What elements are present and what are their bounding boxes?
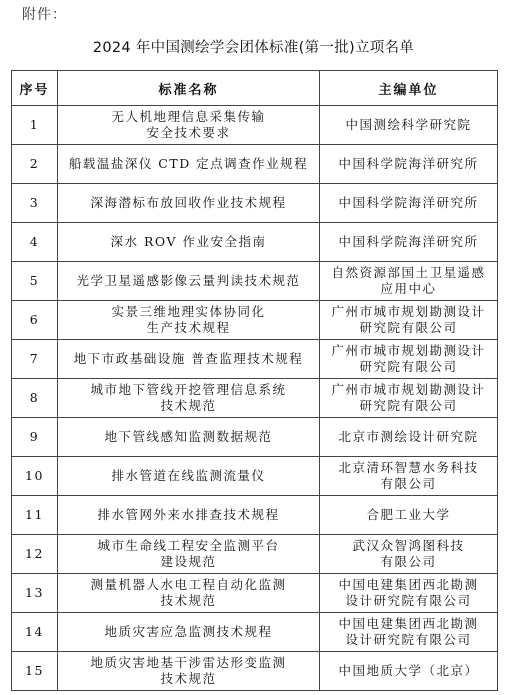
standard-name-cell [58,496,320,535]
standard-name-cell [58,379,320,418]
row-number: 2 [12,145,58,184]
standard-name-line: 无人机地理信息采集传输 [111,109,266,124]
standard-name-cell [58,145,320,184]
row-number: 4 [12,223,58,262]
standard-name-line: 地下管线感知监测数据规范 [104,429,273,444]
standard-name-line: 船载温盐深仪 CTD 定点调查作业规程 [68,156,309,171]
lead-unit-cell [320,106,498,145]
standard-name-cell [58,301,320,340]
lead-unit-line: 广州市城市规划勘测设计 [331,304,486,319]
lead-unit-line: 中国科学院海洋研究所 [338,195,479,210]
lead-unit-cell [320,613,498,652]
standard-name-cell [58,340,320,379]
standard-name-line: 光学卫星遥感影像云量判读技术规范 [76,273,301,288]
table-row [12,574,498,613]
lead-unit-cell [320,340,498,379]
row-number: 15 [12,652,58,691]
table-row [12,652,498,691]
standard-name-cell [58,184,320,223]
standard-name-cell [58,223,320,262]
table-row [12,457,498,496]
lead-unit-cell [320,223,498,262]
standard-name-line: 测量机器人水电工程自动化监测 [90,577,287,592]
lead-unit-line: 广州市城市规划勘测设计 [331,382,486,397]
row-number: 9 [12,418,58,457]
table-body [12,106,498,691]
lead-unit-cell [320,574,498,613]
standard-name-cell [58,574,320,613]
standard-name-line: 深海潜标布放回收作业技术规程 [90,195,287,210]
lead-unit-cell [320,652,498,691]
lead-unit-line: 中国测绘科学研究院 [345,117,472,132]
row-number: 1 [12,106,58,145]
lead-unit-line: 合肥工业大学 [366,507,451,522]
standard-name-cell [58,652,320,691]
lead-unit-line: 中国科学院海洋研究所 [338,156,479,171]
table-row [12,535,498,574]
table-row [12,223,498,262]
row-number: 3 [12,184,58,223]
table-row [12,340,498,379]
table-row [12,184,498,223]
header-standard-name: 标准名称 [58,71,320,106]
standard-name-cell [58,457,320,496]
standard-name-cell [58,418,320,457]
standard-name-line: 生产技术规程 [146,320,231,335]
standard-name-line: 实景三维地理实体协同化 [111,304,266,319]
lead-unit-line: 中国电建集团西北勘测 [338,616,479,631]
lead-unit-cell [320,145,498,184]
standard-name-line: 技术规范 [160,671,217,686]
standard-name-line: 排水管道在线监测流量仪 [111,468,266,483]
header-number: 序号 [12,71,58,106]
standard-name-line: 安全技术要求 [146,125,231,140]
lead-unit-cell [320,457,498,496]
row-number: 7 [12,340,58,379]
row-number: 13 [12,574,58,613]
standard-name-line: 技术规范 [160,398,217,413]
standard-name-cell [58,106,320,145]
lead-unit-line: 中国科学院海洋研究所 [338,234,479,249]
row-number: 12 [12,535,58,574]
header-row [12,71,498,106]
row-number: 14 [12,613,58,652]
table-row [12,613,498,652]
standards-table [11,70,498,691]
lead-unit-line: 研究院有限公司 [359,398,458,413]
lead-unit-cell [320,535,498,574]
table-row [12,418,498,457]
lead-unit-line: 北京市测绘设计研究院 [338,429,479,444]
lead-unit-line: 广州市城市规划勘测设计 [331,343,486,358]
lead-unit-line: 有限公司 [380,554,437,569]
standard-name-line: 地质灾害地基干涉雷达形变监测 [90,655,287,670]
standard-name-line: 建设规范 [160,554,217,569]
row-number: 5 [12,262,58,301]
standard-name-cell [58,613,320,652]
lead-unit-line: 设计研究院有限公司 [345,632,472,647]
lead-unit-cell [320,262,498,301]
lead-unit-line: 自然资源部国土卫星遥感 [331,265,486,280]
lead-unit-line: 中国地质大学（北京） [338,663,479,678]
lead-unit-line: 武汉众智鸿图科技 [352,538,465,553]
standard-name-line: 深水 ROV 作业安全指南 [110,234,267,249]
table-row [12,145,498,184]
lead-unit-line: 研究院有限公司 [359,320,458,335]
lead-unit-line: 有限公司 [380,476,437,491]
table-row [12,262,498,301]
lead-unit-cell [320,379,498,418]
standard-name-line: 城市生命线工程安全监测平台 [97,538,280,553]
standard-name-line: 地下市政基础设施 普查监理技术规程 [73,351,304,366]
table-row [12,301,498,340]
standard-name-cell [58,262,320,301]
table-row [12,106,498,145]
table-row [12,496,498,535]
attachment-label: 附件： [22,7,67,23]
standard-name-line: 地质灾害应急监测技术规程 [104,624,273,639]
row-number: 8 [12,379,58,418]
lead-unit-line: 中国电建集团西北勘测 [338,577,479,592]
lead-unit-cell [320,184,498,223]
table-header [12,71,498,106]
header-lead-unit: 主编单位 [320,71,498,106]
lead-unit-cell [320,496,498,535]
lead-unit-line: 设计研究院有限公司 [345,593,472,608]
row-number: 6 [12,301,58,340]
standard-name-cell [58,535,320,574]
row-number: 10 [12,457,58,496]
row-number: 11 [12,496,58,535]
lead-unit-line: 北京清环智慧水务科技 [338,460,479,475]
standard-name-line: 排水管网外来水排查技术规程 [97,507,280,522]
document-title: 2024 年中国测绘学会团体标准(第一批)立项名单 [92,40,415,56]
lead-unit-line: 研究院有限公司 [359,359,458,374]
standard-name-line: 城市地下管线开挖管理信息系统 [90,382,287,397]
standard-name-line: 技术规范 [160,593,217,608]
table-row [12,379,498,418]
lead-unit-cell [320,301,498,340]
lead-unit-cell [320,418,498,457]
lead-unit-line: 应用中心 [380,281,437,296]
